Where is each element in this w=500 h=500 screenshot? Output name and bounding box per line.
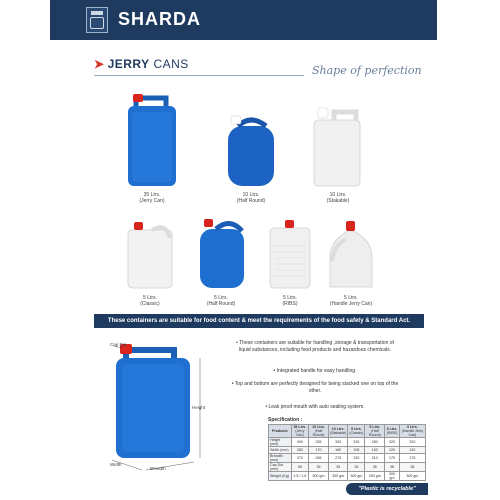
caption-line: (Classic): [140, 301, 160, 307]
dimension-diagram: [94, 338, 244, 473]
table-cell: 120: [385, 447, 400, 454]
table-cell: 35: [309, 463, 329, 472]
spec-header-cell: [291, 425, 308, 438]
product-image-35l-jerry-can: [126, 92, 178, 188]
table-cell: 175: [399, 454, 425, 463]
spec-table: [268, 424, 426, 481]
caption-5l-ribs: [260, 295, 320, 307]
table-cell: 152: [365, 447, 385, 454]
table-cell: 280: [365, 438, 385, 447]
row-label: Breadth (mm): [269, 454, 292, 463]
section-title: [94, 57, 189, 71]
spec-header-cell: [385, 425, 400, 438]
spec-header-cell: [269, 425, 292, 438]
food-safety-banner: These containers are suitable for food content & meet the requirements of the food safety & Standard Act.: [94, 314, 424, 328]
table-cell: 300 gm: [348, 472, 365, 481]
product-image-5l-classic: [126, 218, 174, 290]
header-line: (RIBS): [386, 431, 398, 435]
header-line: (Jerry Can): [295, 429, 305, 437]
table-row: [269, 463, 426, 472]
header-line: 5 Ltrs.: [406, 425, 418, 429]
header-line: Products: [272, 429, 288, 433]
product-image-10l-stakable: [312, 104, 362, 188]
header-bar: [50, 0, 437, 40]
feature-bullet: • Top and bottom are perfectly designed for being stacked one on top of the other.: [231, 381, 399, 394]
header-line: 10 Ltrs.: [312, 425, 325, 429]
table-cell: 315: [348, 438, 365, 447]
table-cell: 490: [291, 438, 308, 447]
caption-line: 5 Ltrs.: [344, 295, 358, 301]
caption-line: (Half Round): [236, 198, 266, 204]
table-cell: 370: [291, 454, 308, 463]
arrow-icon: ➤: [94, 57, 105, 71]
feature-bullet: • Integrated handle for easy handling.: [273, 368, 357, 374]
caption-line: (Stakable): [326, 198, 350, 204]
header-line: 10 Ltrs.: [331, 427, 345, 431]
table-row: [269, 472, 426, 481]
caption-line: (RIBS): [282, 301, 298, 307]
spec-header-cell: [348, 425, 365, 438]
brand-name: SHARDA: [118, 9, 202, 29]
table-cell: 300 gm: [328, 472, 347, 481]
header-line: (Classic): [349, 431, 364, 435]
table-cell: 35: [365, 463, 385, 472]
table-cell: 280: [291, 447, 308, 454]
breadth-label: Breadth: [150, 466, 166, 471]
caption-10l-half-round: [221, 192, 281, 204]
table-cell: 55: [291, 463, 308, 472]
height-label: Height: [192, 405, 206, 410]
header-line: (Half Round): [368, 429, 381, 437]
caption-10l-stakable: [308, 192, 368, 204]
header-line: 35 Ltrs.: [293, 425, 307, 429]
header-line: (Handle Jerry Can): [401, 429, 424, 437]
product-image-10l-half-round: [226, 110, 276, 188]
table-cell: 330: [328, 438, 347, 447]
table-cell: 35: [328, 463, 347, 472]
header-line: 5 Ltrs.: [369, 425, 381, 429]
caption-line: 35 Ltrs.: [143, 192, 161, 198]
table-cell: 38: [399, 463, 425, 472]
spec-label: Specification :: [268, 417, 303, 423]
caption-line: (Half Round): [206, 301, 236, 307]
row-label: Width (mm): [269, 447, 292, 454]
spec-header-cell: [309, 425, 329, 438]
recyclable-tag: "Plastic is recyclable": [346, 483, 428, 495]
table-cell: 300 gm: [385, 472, 400, 481]
caption-5l-half-round: [191, 295, 251, 307]
spec-header-cell: [365, 425, 385, 438]
table-row: [269, 454, 426, 463]
product-image-5l-ribs: [268, 216, 312, 290]
table-cell: 120: [399, 447, 425, 454]
table-cell: 170: [309, 447, 329, 454]
table-row: [269, 438, 426, 447]
table-cell: 35: [348, 463, 365, 472]
row-label: Weight (Kg): [269, 472, 292, 481]
width-label: Width: [110, 462, 122, 467]
caption-line: (Handle Jerry Can): [329, 301, 373, 307]
caption-line: 5 Ltrs.: [214, 295, 228, 301]
table-row: [269, 447, 426, 454]
caption-line: 10 Ltrs.: [329, 192, 347, 198]
table-cell: 230: [348, 454, 365, 463]
table-cell: 500 gm: [309, 472, 329, 481]
table-cell: 210: [365, 454, 385, 463]
tagline: Shape of perfection: [312, 64, 422, 77]
feature-bullet: • Leak proof mouth with auto sealing system.: [265, 404, 365, 410]
table-cell: 1.5 / 1.6: [291, 472, 308, 481]
caption-line: (Jerry Can): [139, 198, 165, 204]
header-line: 5 Ltrs.: [386, 427, 398, 431]
catalog-page: [50, 0, 437, 500]
caption-35l: [122, 192, 182, 204]
table-cell: 320: [399, 438, 425, 447]
caption-5l-handle-jerry-can: [321, 295, 381, 307]
table-cell: 175: [385, 454, 400, 463]
spec-header-cell: [328, 425, 347, 438]
table-cell: 38: [385, 463, 400, 472]
table-cell: 320: [385, 438, 400, 447]
table-cell: 250 gm: [365, 472, 385, 481]
title-divider: [94, 75, 304, 76]
header-line: (Half Round): [312, 429, 325, 437]
title-rest: CANS: [149, 57, 189, 71]
header-line: 5 Ltrs.: [350, 427, 362, 431]
cap-dia-label: Cap Dia.: [110, 342, 128, 347]
caption-line: 5 Ltrs.: [143, 295, 157, 301]
title-bold: JERRY: [107, 57, 150, 71]
spec-header-row: [269, 425, 426, 438]
table-cell: 335: [309, 438, 329, 447]
product-image-5l-half-round: [198, 215, 246, 290]
spec-header-cell: [399, 425, 425, 438]
caption-line: 5 Ltrs.: [283, 295, 297, 301]
table-cell: 300 gm: [399, 472, 425, 481]
feature-bullet: • These containers are suitable for handling ,storage & transportation of liquid substances, including food products and hazardous chemicals.: [236, 340, 394, 353]
table-cell: 265: [309, 454, 329, 463]
caption-line: 10 Ltrs.: [242, 192, 260, 198]
row-label: Cap Dia (mm): [269, 463, 292, 472]
table-cell: 160: [328, 447, 347, 454]
table-cell: 275: [328, 454, 347, 463]
row-label: Height (mm): [269, 438, 292, 447]
product-image-5l-handle-jerry-can: [324, 217, 378, 290]
header-line: (Stakable): [329, 431, 347, 435]
caption-5l-classic: [120, 295, 180, 307]
table-cell: 105: [348, 447, 365, 454]
jerrycan-logo-icon: [86, 7, 108, 33]
